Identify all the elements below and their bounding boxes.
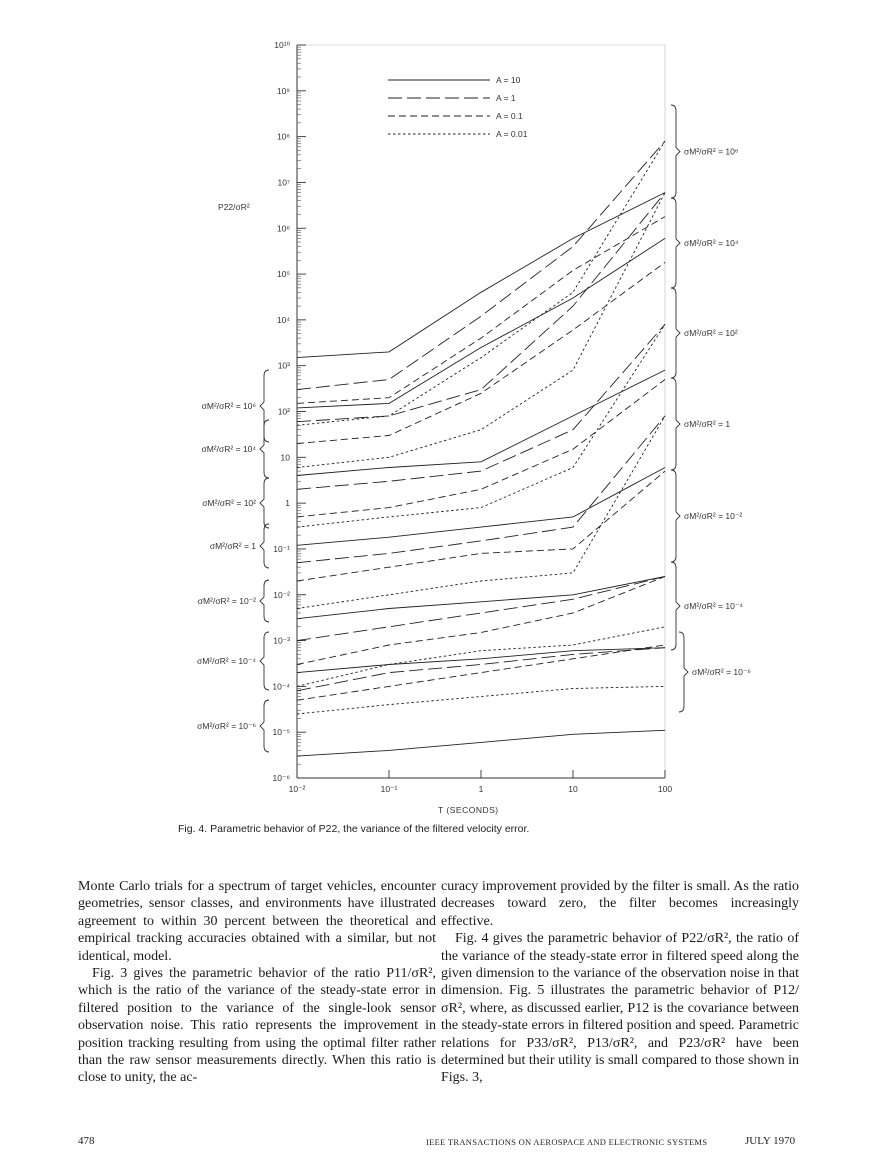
x-tick-label: 100 — [657, 784, 673, 794]
y-tick-label: 10⁻² — [273, 589, 290, 600]
right-bracket — [671, 470, 680, 562]
legend-label: A = 0.01 — [496, 129, 528, 139]
y-tick-label: 10⁷ — [277, 177, 290, 188]
paragraph: Monte Carlo trials for a spectrum of target vehicles, encounter geometries, sensor classes, and environments have illustrated agreement to within 30 percent between the theoretical and empirical tracking accuracies obtained with a similar, but not identical, model. — [78, 879, 436, 964]
journal-name: IEEE TRANSACTIONS ON AEROSPACE AND ELECTRONIC SYSTEMS — [426, 1137, 708, 1147]
paragraph: Fig. 3 gives the parametric behavior of the ratio P11/σR², which is the ratio of the variance of the steady-state error in filtered position to the variance of the single-look sensor observation noise. This ratio represents the improvement in position tracking resulting from using the optimal filter rather than the raw sensor measurements directly. When this ratio is close to unity, the ac- — [78, 966, 436, 1086]
series-line — [297, 217, 665, 404]
series-line — [297, 577, 665, 619]
left-bracket — [260, 420, 269, 478]
series-line — [297, 686, 665, 714]
right-bracket — [671, 198, 680, 288]
y-tick-label: 10⁹ — [276, 85, 290, 96]
right-bracket — [671, 288, 680, 378]
series-lines — [297, 141, 665, 756]
left-group-label: σM²/σR² = 10⁶ — [201, 401, 256, 411]
left-bracket — [260, 478, 269, 528]
series-line — [297, 577, 665, 641]
series-line — [297, 648, 665, 691]
y-tick-label: 10⁻⁵ — [272, 727, 290, 738]
legend-label: A = 10 — [496, 75, 521, 85]
right-group-label: σM²/σR² = 10⁻⁶ — [692, 667, 751, 677]
series-line — [297, 193, 665, 468]
series-line — [297, 730, 665, 756]
right-bracket — [671, 378, 680, 470]
right-group-label: σM²/σR² = 10⁴ — [684, 238, 739, 248]
y-tick-label: 10⁻⁴ — [272, 681, 290, 692]
series-line — [297, 324, 665, 489]
right-bracket — [671, 105, 680, 198]
series-line — [297, 193, 665, 358]
left-group-label: σM²/σR² = 10⁴ — [201, 444, 256, 454]
left-bracket — [260, 370, 269, 442]
right-bracket — [671, 562, 680, 650]
paragraph: curacy improvement provided by the filter is small. As the ratio decreases toward zero, the filter becomes increasingly effective. — [441, 879, 799, 929]
left-group-label: σM²/σR² = 1 — [209, 541, 256, 551]
right-group-labels — [671, 105, 751, 712]
right-group-label: σM²/σR² = 10⁻⁴ — [684, 601, 744, 611]
series-line — [297, 141, 665, 425]
x-tick-label: 10⁻¹ — [380, 784, 398, 794]
series-line — [297, 238, 665, 408]
chart-legend — [388, 75, 528, 139]
y-tick-label: 10⁶ — [277, 223, 290, 234]
left-group-label: σM²/σR² = 10² — [202, 498, 256, 508]
right-bracket — [679, 632, 688, 712]
y-tick-label: 10⁻³ — [273, 635, 290, 646]
right-group-label: σM²/σR² = 1 — [684, 419, 731, 429]
series-line — [297, 416, 665, 609]
y-tick-label: 10⁻¹ — [273, 543, 290, 554]
issue-date: JULY 1970 — [745, 1135, 796, 1147]
article-left-column — [78, 878, 436, 1087]
x-tick-label: 1 — [478, 784, 484, 794]
series-line — [297, 645, 665, 700]
y-tick-label: 10⁵ — [277, 269, 290, 280]
legend-label: A = 1 — [496, 93, 516, 103]
y-tick-label: 10² — [277, 406, 290, 417]
y-axis-label: P22/σR² — [218, 202, 250, 212]
series-line — [297, 468, 665, 546]
y-tick-label: 10 — [280, 452, 290, 463]
left-bracket — [260, 632, 269, 690]
figure-caption: Fig. 4. Parametric behavior of P22, the variance of the filtered velocity error. — [178, 823, 530, 835]
series-line — [297, 471, 665, 581]
page-number: 478 — [78, 1135, 95, 1147]
x-tick-label: 10⁻² — [288, 784, 306, 794]
series-line — [297, 141, 665, 390]
y-tick-label: 10³ — [277, 360, 290, 371]
legend-label: A = 0.1 — [496, 111, 523, 121]
series-line — [297, 370, 665, 475]
left-group-label: σM²/σR² = 10⁻⁴ — [196, 656, 256, 666]
x-tick-label: 10 — [568, 784, 578, 794]
series-line — [297, 193, 665, 422]
y-tick-label: 1 — [285, 498, 290, 509]
y-tick-label: 10⁸ — [276, 131, 290, 142]
left-bracket — [260, 700, 269, 752]
left-bracket — [260, 524, 269, 568]
paragraph: Fig. 4 gives the parametric behavior of P22/σR², the ratio of the variance of the steady-state error in filtered speed along the given dimension to the variance of the observation noise in that dimension. Fig. 5 illustrates the parametric behavior of P12/σR², where, as discussed earlier, P12 is the covariance between the steady-state errors in filtered position and speed. Parametric relations for P33/σR², P13/σR², and P23/σR² have been determined but their utility is small compared to those shown in Figs. 3, — [441, 931, 799, 1086]
right-group-label: σM²/σR² = 10⁶ — [684, 146, 739, 157]
x-axis-label: T (SECONDS) — [438, 805, 499, 815]
y-tick-label: 10⁴ — [276, 314, 290, 325]
left-group-labels — [197, 370, 269, 752]
y-tick-label: 10¹⁰ — [274, 40, 290, 50]
left-bracket — [260, 580, 269, 622]
left-group-label: σM²/σR² = 10⁻² — [197, 596, 256, 606]
article-right-column — [441, 878, 799, 1087]
series-line — [297, 627, 665, 687]
left-group-label: σM²/σR² = 10⁻⁶ — [197, 721, 256, 731]
y-tick-label: 10⁻⁶ — [272, 773, 290, 783]
y-axis-ticks — [272, 40, 306, 783]
right-group-label: σM²/σR² = 10⁻² — [684, 511, 743, 521]
right-group-label: σM²/σR² = 10² — [684, 328, 738, 338]
x-axis-ticks — [289, 770, 673, 794]
series-line — [297, 262, 665, 443]
